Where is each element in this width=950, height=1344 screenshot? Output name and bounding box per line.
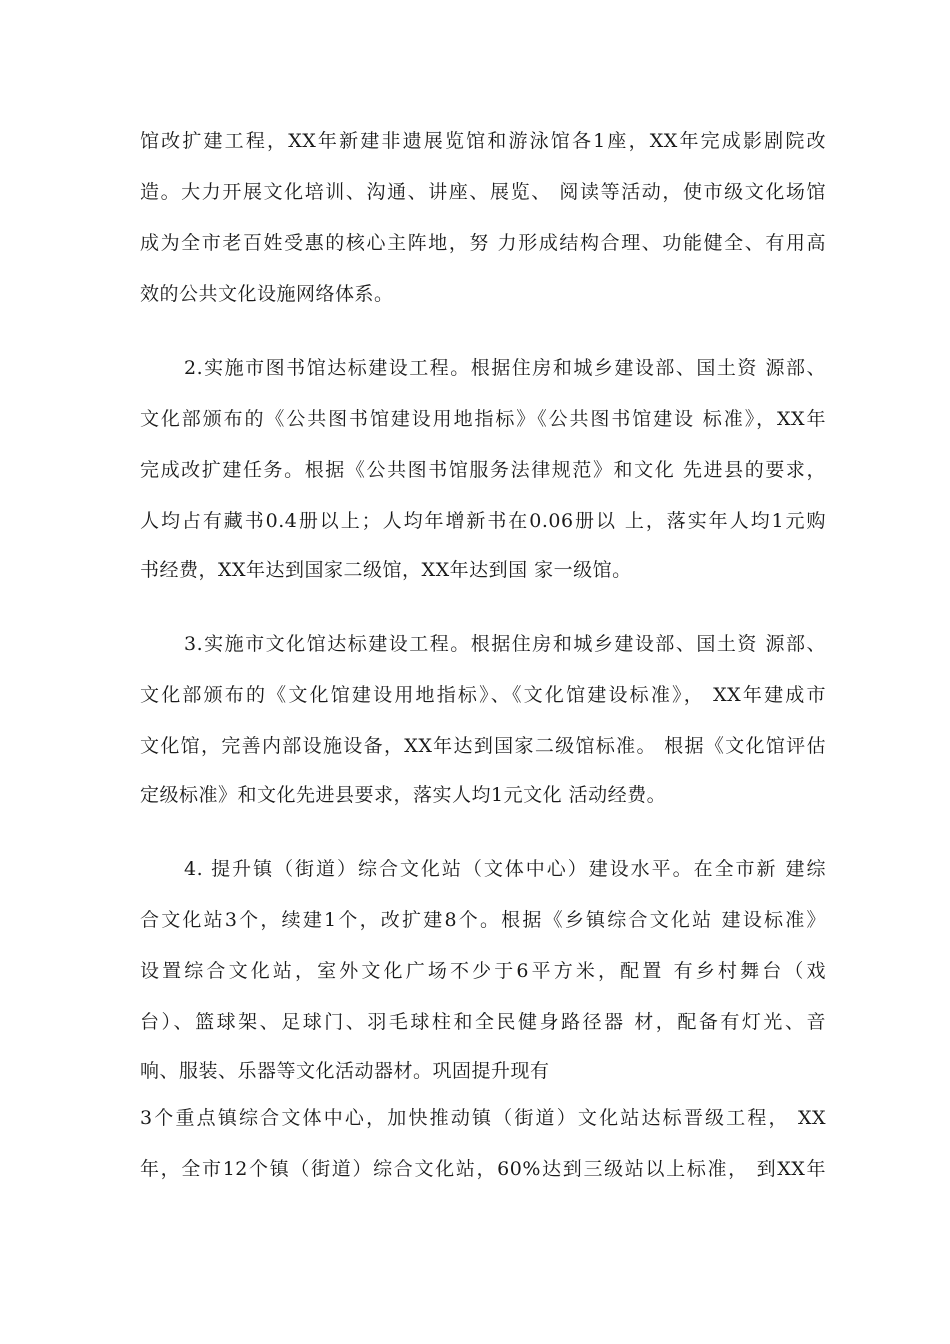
text-line: 完成改扩建任务。根据《公共图书馆服务法律规范》和文化 先进县的要求，	[140, 459, 826, 481]
text-line: 3.实施市文化馆达标建设工程。根据住房和城乡建设部、国土资 源部、	[184, 633, 826, 655]
text-line: 书经费，XX年达到国家二级馆，XX年达到国 家一级馆。	[140, 559, 632, 581]
text-line: 年，全市12个镇（街道）综合文化站，60%达到三级站以上标准， 到XX年	[140, 1158, 826, 1180]
text-line: 人均占有藏书0.4册以上；人均年增新书在0.06册以 上，落实年人均1元购	[140, 510, 826, 532]
text-line: 馆改扩建工程，XX年新建非遗展览馆和游泳馆各1座，XX年完成影剧院改	[140, 130, 826, 152]
text-line: 造。大力开展文化培训、沟通、讲座、展览、 阅读等活动，使市级文化场馆	[140, 181, 826, 203]
text-line: 定级标准》和文化先进县要求，落实人均1元文化 活动经费。	[140, 784, 667, 806]
text-line: 2.实施市图书馆达标建设工程。根据住房和城乡建设部、国土资 源部、	[184, 357, 826, 379]
text-line: 4. 提升镇（街道）综合文化站（文体中心）建设水平。在全市新 建综	[184, 858, 826, 880]
text-line: 文化馆，完善内部设施设备，XX年达到国家二级馆标准。 根据《文化馆评估	[140, 735, 826, 757]
text-line: 设置综合文化站，室外文化广场不少于6平方米，配置 有乡村舞台（戏	[140, 960, 826, 982]
text-line: 3个重点镇综合文体中心，加快推动镇（街道）文化站达标晋级工程， XX	[140, 1107, 826, 1129]
text-line: 成为全市老百姓受惠的核心主阵地，努 力形成结构合理、功能健全、有用高	[140, 232, 826, 254]
text-line: 效的公共文化设施网络体系。	[140, 283, 394, 305]
text-line: 文化部颁布的《文化馆建设用地指标》、《文化馆建设标准》， XX年建成市	[140, 684, 826, 706]
text-line: 合文化站3个，续建1个，改扩建8个。根据《乡镇综合文化站 建设标准》	[140, 909, 826, 931]
text-line: 响、服装、乐器等文化活动器材。巩固提升现有	[140, 1060, 550, 1082]
text-line: 台）、篮球架、足球门、羽毛球柱和全民健身路径器 材，配备有灯光、音	[140, 1011, 826, 1033]
text-line: 文化部颁布的《公共图书馆建设用地指标》《公共图书馆建设 标准》，XX年	[140, 408, 826, 430]
